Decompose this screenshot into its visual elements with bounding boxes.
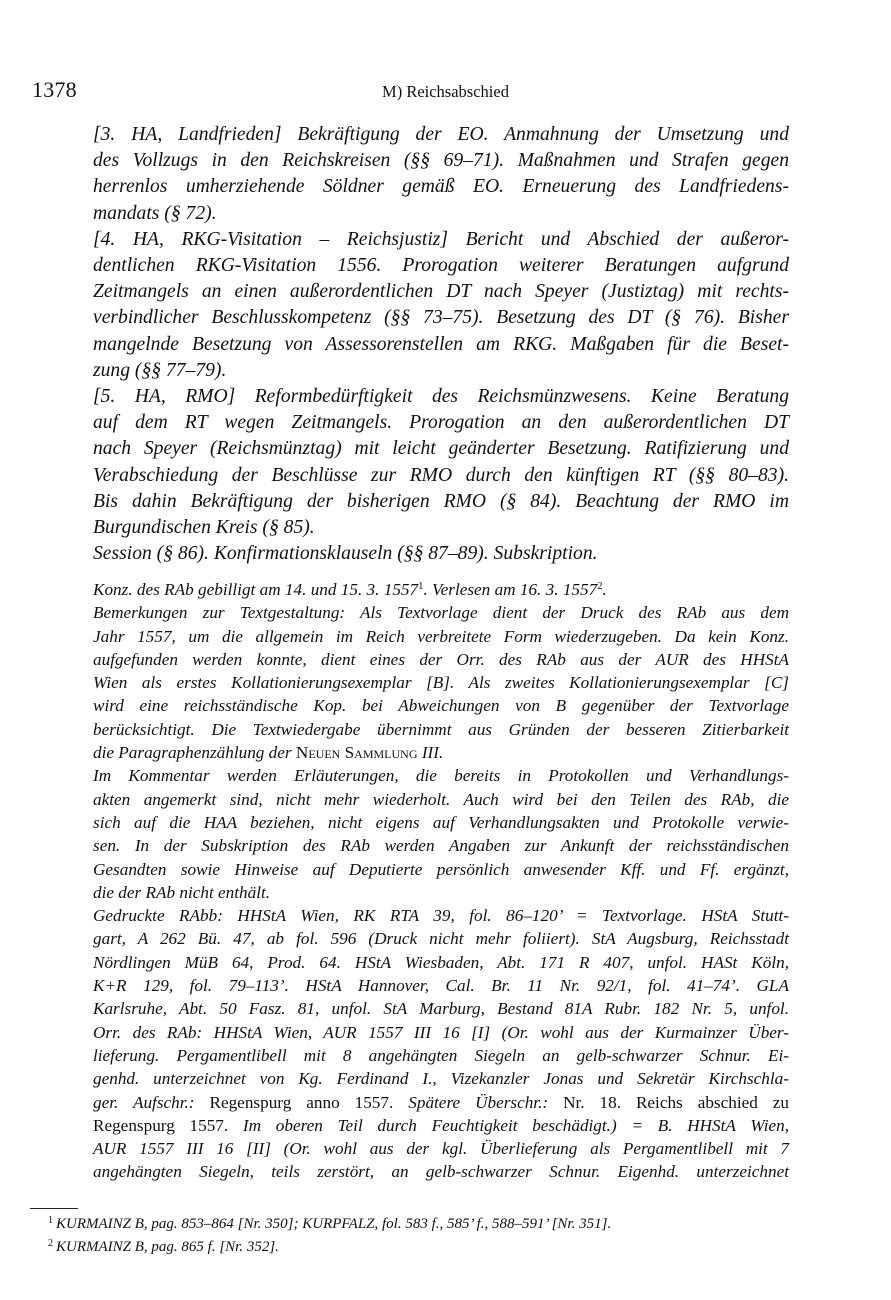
printed-sources-line: Karlsruhe, Abt. 50 Fasz. 81, unfol. StA Marburg, Bestand 81A Rubr. 182 Nr. 5, unfol. xyxy=(93,999,789,1019)
footnote-divider xyxy=(30,1208,78,1209)
summary-line: herrenlos umherziehende Söldner gemäß EO. Erneuerung des Landfriedens- xyxy=(93,176,789,198)
footnote-text: KURMAINZ B, pag. 853–864 [Nr. 350]; KURPFALZ, fol. 583 f., 585’ f., 588–591’ [Nr. 351]. xyxy=(56,1216,612,1232)
footnote-number: 2 xyxy=(48,1238,53,1249)
remarks-line: berücksichtigt. Die Textwiedergabe übernimmt aus Gründen der besseren Zitierbarkeit xyxy=(93,719,789,739)
printed-sources-line: K+R 129, fol. 79–113’. HStA Hannover, Cal. Br. 11 Nr. 92/1, fol. 41–74’. GLA xyxy=(93,976,789,996)
footnote-1 xyxy=(48,1211,848,1234)
remarks-line: Gesandten sowie Hinweise auf Deputierte persönlich anwesender Kff. und Ff. ergänzt, xyxy=(93,859,789,879)
remarks-line: sich auf die HAA beziehen, nicht eigens auf Verhandlungsakten und Protokolle verwie- xyxy=(93,812,789,832)
remarks-line: Bemerkungen zur Textgestaltung: Als Textvorlage dient der Druck des RAb aus dem xyxy=(93,603,789,623)
summary-line: des Vollzugs in den Reichskreisen (§§ 69–71). Maßnahmen und Strafen gegen xyxy=(93,150,789,172)
summary-line: Verabschiedung der Beschlüsse zur RMO durch den künftigen RT (§§ 80–83). xyxy=(93,464,789,486)
summary-line: [3. HA, Landfrieden] Bekräftigung der EO. Anmahnung der Umsetzung und xyxy=(93,124,789,145)
editorial-remarks xyxy=(93,578,789,1184)
originals-line: Regenspurg 1557. Im oberen Teil durch Feuchtigkeit beschädigt.) = B. HHStA Wien, xyxy=(93,1115,789,1135)
originals-line: AUR 1557 III 16 [II] (Or. wohl aus der kgl. Überlieferung als Pergamentlibell mit 7 xyxy=(93,1139,789,1159)
remarks-line: aufgefunden werden konnte, dient eines der Orr. des RAb aus der AUR des HHStA xyxy=(93,649,789,669)
neue-sammlung-title: Neuen Sammlung xyxy=(295,743,418,763)
summary-line: Burgundischen Kreis (§ 85). xyxy=(93,517,315,539)
summary-line: verbindlicher Beschlusskompetenz (§§ 73–75). Besetzung des DT (§ 76). Bisher xyxy=(93,307,789,329)
remarks-line: wird eine reichsständische Kop. bei Abweichungen von B gegenüber der Textvorlage xyxy=(93,696,789,716)
summary-line: auf dem RT wegen Zeitmangels. Prorogation an den außerordentlichen DT xyxy=(93,412,789,434)
originals-line: lieferung. Pergamentlibell mit 8 angehängten Siegeln an gelb-schwarzer Schnur. Ei- xyxy=(93,1045,789,1065)
footnote-2 xyxy=(48,1234,848,1257)
summary-line: dentlichen RKG-Visitation 1556. Prorogation weiterer Beratungen aufgrund xyxy=(93,255,789,277)
summary-line: Session (§ 86). Konfirmationsklauseln (§§ 87–89). Subskription. xyxy=(93,543,598,565)
footnote-ref-1[interactable]: 1 xyxy=(418,581,424,593)
summary-block xyxy=(93,122,789,567)
summary-line: [5. HA, RMO] Reformbedürftigkeit des Reichsmünzwesens. Keine Beratung xyxy=(93,386,789,408)
summary-line: Zeitmangels an einen außerordentlichen DT nach Speyer (Justiztag) mit rechts- xyxy=(93,281,789,303)
footnote-number: 1 xyxy=(48,1215,53,1226)
running-head: M) Reichsabschied xyxy=(382,82,509,101)
originals-line: ger. Aufschr.: Regenspurg anno 1557. Spätere Überschr.: Nr. 18. Reichs abschied zu xyxy=(93,1092,790,1112)
printed-sources-line: gart, A 262 Bü. 47, ab fol. 596 (Druck nicht mehr foliiert). StA Augsburg, Reichsstadt xyxy=(93,929,789,949)
summary-line: mangelnde Besetzung von Assessorenstellen am RKG. Maßgaben für die Beset- xyxy=(93,333,789,355)
paragraph-numbering-line: die Paragraphenzählung der Neuen Sammlung III. xyxy=(93,743,444,763)
remarks-line: akten angemerkt sind, nicht mehr wiederholt. Auch wird bei den Teilen des RAb, die xyxy=(93,789,789,809)
originals-line: genhd. unterzeichnet von Kg. Ferdinand I., Vizekanzler Jonas und Sekretär Kirchschla- xyxy=(93,1069,789,1089)
originals-line: angehängten Siegeln, teils zerstört, an gelb-schwarzer Schnur. Eigenhd. unterzeichnet xyxy=(93,1162,789,1182)
quoted-inscription: Regenspurg anno 1557. xyxy=(209,1092,394,1112)
footnote-ref-2[interactable]: 2 xyxy=(597,581,603,593)
printed-sources-line: Gedruckte RAbb: HHStA Wien, RK RTA 39, fol. 86–120’ = Textvorlage. HStA Stutt- xyxy=(93,906,789,926)
footnotes xyxy=(48,1211,848,1257)
summary-line: zung (§§ 77–79). xyxy=(93,359,227,381)
summary-line: [4. HA, RKG-Visitation – Reichsjustiz] Bericht und Abschied der außeror- xyxy=(93,228,789,250)
page-number: 1378 xyxy=(32,77,77,102)
remarks-line: sen. In der Subskription des RAb werden Angaben zur Ankunft der reichsständischen xyxy=(93,836,789,856)
remarks-line: Im Kommentar werden Erläuterungen, die bereits in Protokollen und Verhandlungs- xyxy=(93,766,789,786)
quoted-heading: Nr. 18. Reichs abschied zu xyxy=(563,1092,790,1112)
summary-line: Bis dahin Bekräftigung der bisherigen RMO (§ 84). Beachtung der RMO im xyxy=(93,490,789,512)
summary-line: nach Speyer (Reichsmünztag) mit leicht geänderter Besetzung. Ratifizierung und xyxy=(93,438,789,460)
printed-sources-line: Nördlingen MüB 64, Prod. 64. HStA Wiesbaden, Abt. 171 R 407, unfol. HASt Köln, xyxy=(93,952,789,972)
originals-line: Orr. des RAb: HHStA Wien, AUR 1557 III 16 [I] (Or. wohl aus der Kurmainzer Über- xyxy=(93,1022,789,1042)
footnote-text: KURMAINZ B, pag. 865 f. [Nr. 352]. xyxy=(56,1239,279,1255)
remarks-line: Jahr 1557, um die allgemein im Reich verbreitete Form wiederzugeben. Da kein Konz. xyxy=(93,626,789,646)
remarks-line: die der RAb nicht enthält. xyxy=(93,882,271,902)
remarks-line: Wien als erstes Kollationierungsexemplar [B]. Als zweites Kollationierungsexemplar [C] xyxy=(93,673,789,693)
summary-line: mandats (§ 72). xyxy=(93,202,217,224)
quoted-heading-cont: Regenspurg 1557. xyxy=(93,1115,229,1135)
approval-line: Konz. des RAb gebilligt am 14. und 15. 3. 1557$^1$. Verlesen am 16. 3. 1557$^2$. xyxy=(93,580,607,599)
